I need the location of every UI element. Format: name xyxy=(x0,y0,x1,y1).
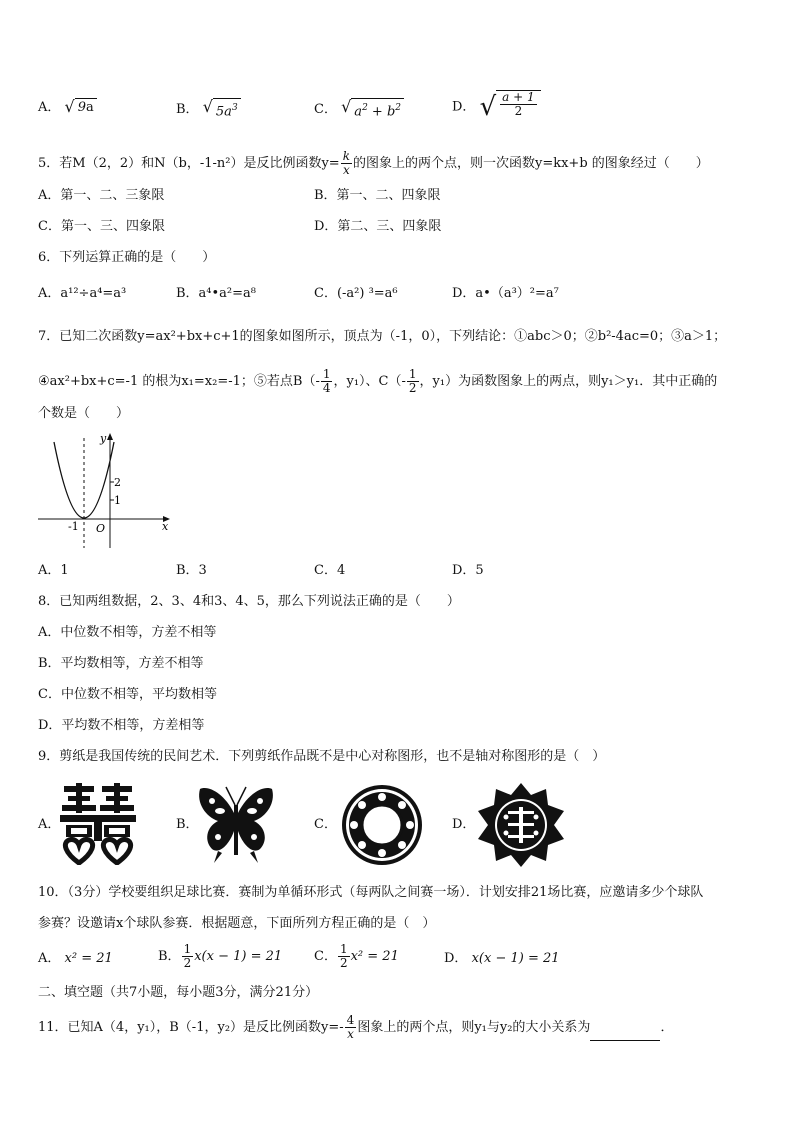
q11-stem: 11．已知A（4，y₁），B（-1，y₂）是反比例函数y=- $\frac{4}{x}$ 图象上的两个点，则y₁与y₂的大小关系为 ． xyxy=(38,1013,674,1041)
origin-label: O xyxy=(96,522,106,535)
q5-stem: 5．若M（2，2）和N（b，-1-n²）是反比例函数y= $\frac{k}{x}$ 的图象上的两个点，则一次函数y=kx+b 的图象经过（ ） xyxy=(38,149,709,177)
q5-option-b: B．第一、二、四象限 xyxy=(314,188,441,203)
q6-option-d: D．a•（a³）²=a⁷ xyxy=(452,286,559,301)
q9-option-b-label: B． xyxy=(176,817,199,832)
q7-parabola-graph xyxy=(36,430,176,552)
q9-option-c-label: C． xyxy=(314,817,337,832)
y-axis-label: y xyxy=(100,432,107,445)
q4-option-d: D． √ $\frac{a + 1}{2}$ xyxy=(452,90,541,124)
q10-option-c: C． $\frac{1}{2}$ x² = 21 xyxy=(314,942,399,970)
q10-option-a: A． x² = 21 xyxy=(38,951,113,966)
q4-option-b: B． √ $5a^3$ xyxy=(176,98,241,121)
q6-option-a: A．a¹²÷a⁴=a³ xyxy=(38,286,127,301)
q11-answer-blank[interactable] xyxy=(590,1026,660,1041)
y-axis-arrow xyxy=(107,433,113,440)
q7-option-b: B．3 xyxy=(176,563,207,578)
q10-stem-line2: 参赛？设邀请x个球队参赛．根据题意，下面所列方程正确的是（ ） xyxy=(38,916,436,931)
tick-label-neg1: -1 xyxy=(68,520,79,533)
q5-option-d: D．第二、三、四象限 xyxy=(314,219,442,234)
q8-stem: 8．已知两组数据，2、3、4和3、4、5，那么下列说法正确的是（ ） xyxy=(38,594,460,609)
section-2-heading: 二、填空题（共7小题，每小题3分，满分21分） xyxy=(38,985,319,1000)
q5-option-c: C．第一、三、四象限 xyxy=(38,219,165,234)
butterfly-papercut-image xyxy=(196,783,276,865)
q6-option-c: C．(-a²) ³=a⁶ xyxy=(314,286,398,301)
q10-option-d: D． x(x − 1) = 21 xyxy=(444,951,560,966)
q8-option-a: A．中位数不相等，方差不相等 xyxy=(38,625,217,640)
q6-option-b: B．a⁴•a²=a⁸ xyxy=(176,286,256,301)
q6-stem: 6．下列运算正确的是（ ） xyxy=(38,250,216,265)
q8-option-b: B．平均数相等，方差不相等 xyxy=(38,656,204,671)
q8-option-c: C．中位数不相等，平均数相等 xyxy=(38,687,217,702)
q8-option-d: D．平均数不相等，方差相等 xyxy=(38,718,205,733)
q7-stem-line1: 7．已知二次函数y=ax²+bx+c+1的图象如图所示，顶点为（-1，0），下列结论：①abc＞0；②b²-4ac=0；③a＞1； xyxy=(38,329,727,344)
q4-option-a: A． √ 9a xyxy=(38,98,97,117)
circular-ring-papercut-image xyxy=(340,783,424,867)
q9-option-a-label: A． xyxy=(38,817,61,832)
star-medallion-papercut-image xyxy=(476,781,566,869)
double-happiness-papercut-image xyxy=(60,783,136,865)
q7-stem-line3: 个数是（ ） xyxy=(38,406,130,421)
tick-label-1: 1 xyxy=(114,494,121,507)
q7-stem-line2: ④ax²+bx+c=-1 的根为x₁=x₂=-1；⑤若点B（- $\frac{1}{4}$ ，y₁）、C（- $\frac{1}{2}$ ，y₁）为函数图象上的两点，则y₁＞y₁．其中正确的 xyxy=(38,367,718,395)
q4-option-c: C． √ $a^2 + b^2$ xyxy=(314,98,404,121)
q7-option-d: D．5 xyxy=(452,563,484,578)
q9-option-d-label: D． xyxy=(452,817,476,832)
tick-label-2: 2 xyxy=(114,476,121,489)
q10-option-b: B． $\frac{1}{2}$ x(x − 1) = 21 xyxy=(158,942,283,970)
q5-option-a: A．第一、二、三象限 xyxy=(38,188,165,203)
x-axis-label: x xyxy=(162,520,169,533)
q9-stem: 9．剪纸是我国传统的民间艺术．下列剪纸作品既不是中心对称图形，也不是轴对称图形的是（ ） xyxy=(38,749,606,764)
q7-option-c: C．4 xyxy=(314,563,346,578)
q10-stem-line1: 10．（3分）学校要组织足球比赛．赛制为单循环形式（每两队之间赛一场）．计划安排21场比赛，应邀请多少个球队 xyxy=(38,885,704,900)
q7-option-a: A．1 xyxy=(38,563,69,578)
